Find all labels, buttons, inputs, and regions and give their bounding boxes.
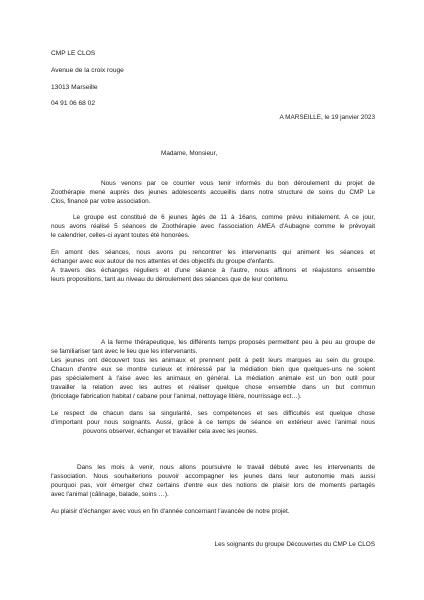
paragraph-line: nous avons réalisé 5 séances de Zoothérapie avec l'association AMEA d'Aubagne comme le prévoyait — [51, 223, 375, 230]
sender-street: Avenue de la croix rouge — [51, 67, 124, 74]
sender-name: CMP LE CLOS — [51, 50, 96, 57]
paragraph-line: pas spécialement à l'aise avec les animaux en général. La médiation animale est un bon outil pour — [51, 375, 375, 382]
sender-city: 13013 Marseille — [51, 84, 98, 91]
paragraph-line: travailler la relation avec les autres et réaliser quelque chose ensemble dans un but commun — [51, 384, 375, 391]
paragraph-line: leurs propositions, tant au niveau du déroulement des séances que de leur contenu. — [51, 276, 289, 283]
paragraph-line: Nous venons par ce courrier vous tenir informés du bon déroulement du projet de — [101, 180, 375, 187]
salutation: Madame, Monsieur, — [161, 150, 218, 157]
paragraph-intro — [51, 179, 375, 206]
paragraph-line: pourquoi pas, voir émerger chez certains d'entre eux des notions de plaisir lors de moments partagés — [51, 482, 375, 489]
paragraph-line: échanger avec eux autour de nos attentes et des objectifs du groupe d'enfants. — [51, 258, 275, 265]
paragraph-line: le calendrier, celles-ci ayant toutes été honorées. — [51, 232, 190, 239]
paragraph-line: Chacun d'entre eux se montre curieux et intéressé par la médiation bien que quelques-uns ne soient — [51, 366, 375, 373]
paragraph-future — [51, 463, 375, 499]
paragraph-line: A travers des échanges réguliers et d'une séance à l'autre, nous affinons et réajustons ensemble — [51, 267, 375, 274]
paragraph-line: Le respect de chacun dans sa singularité, ses compétences et ses difficultés est quelque chose — [51, 410, 375, 417]
paragraph-group — [51, 213, 375, 240]
paragraph-line: A la ferme thérapeutique, les différents temps proposés permettent peu à peu au groupe de — [101, 339, 375, 346]
paragraph-line: d'important pour nous soignants. Aussi, grâce à ce temps de séance en extérieur avec l'animal nous — [51, 419, 375, 426]
paragraph-line: Les jeunes ont découvert tous les animaux et prennent petit à petit leurs marques au sein du groupe. — [51, 357, 375, 364]
paragraph-closing — [51, 507, 375, 516]
paragraph-respect — [51, 409, 375, 436]
paragraph-line: se familiariser tant avec le lieu que les intervenants. — [51, 348, 198, 355]
paragraph-line: Au plaisir d'échanger avec vous en fin d'année concernant l'avancée de notre projet. — [51, 508, 290, 515]
paragraph-line: Clos, financé par votre association. — [51, 198, 151, 205]
paragraph-line: Zoothérapie mené auprès des jeunes adolescents accueillis dans notre structure de soins du CMP Le — [51, 189, 375, 196]
date-line: A MARSEILLE, le 19 janvier 2023 — [279, 114, 375, 121]
paragraph-line: l'association. Nous souhaiterions pouvoir accompagner les jeunes dans leur autonomie mais aussi — [51, 473, 375, 480]
sender-phone: 04 91 06 68 02 — [51, 100, 95, 107]
signature: Les soignants du groupe Découvertes du CMP Le CLOS — [214, 541, 375, 548]
paragraph-line: (bricolage fabrication habitat / cabane pour l'animal, nettoyage litière, nourrissage ect…). — [51, 393, 302, 400]
paragraph-line: avec l'animal (câlinage, balade, soins …). — [51, 491, 169, 498]
paragraph-line: Dans les mois à venir, nous allons poursuivre le travail débuté avec les intervenants de — [77, 464, 375, 471]
paragraph-meetings — [51, 248, 375, 284]
paragraph-line: Le groupe est constitué de 6 jeunes âgés de 11 à 16ans, comme prévu initialement. A ce jour, — [73, 214, 375, 221]
paragraph-farm — [51, 338, 375, 401]
paragraph-line: En amont des séances, nous avons pu rencontrer les intervenants qui animent les séances et — [51, 249, 375, 256]
paragraph-line: pouvons observer, échanger et travailler cela avec les jeunes. — [83, 428, 258, 435]
